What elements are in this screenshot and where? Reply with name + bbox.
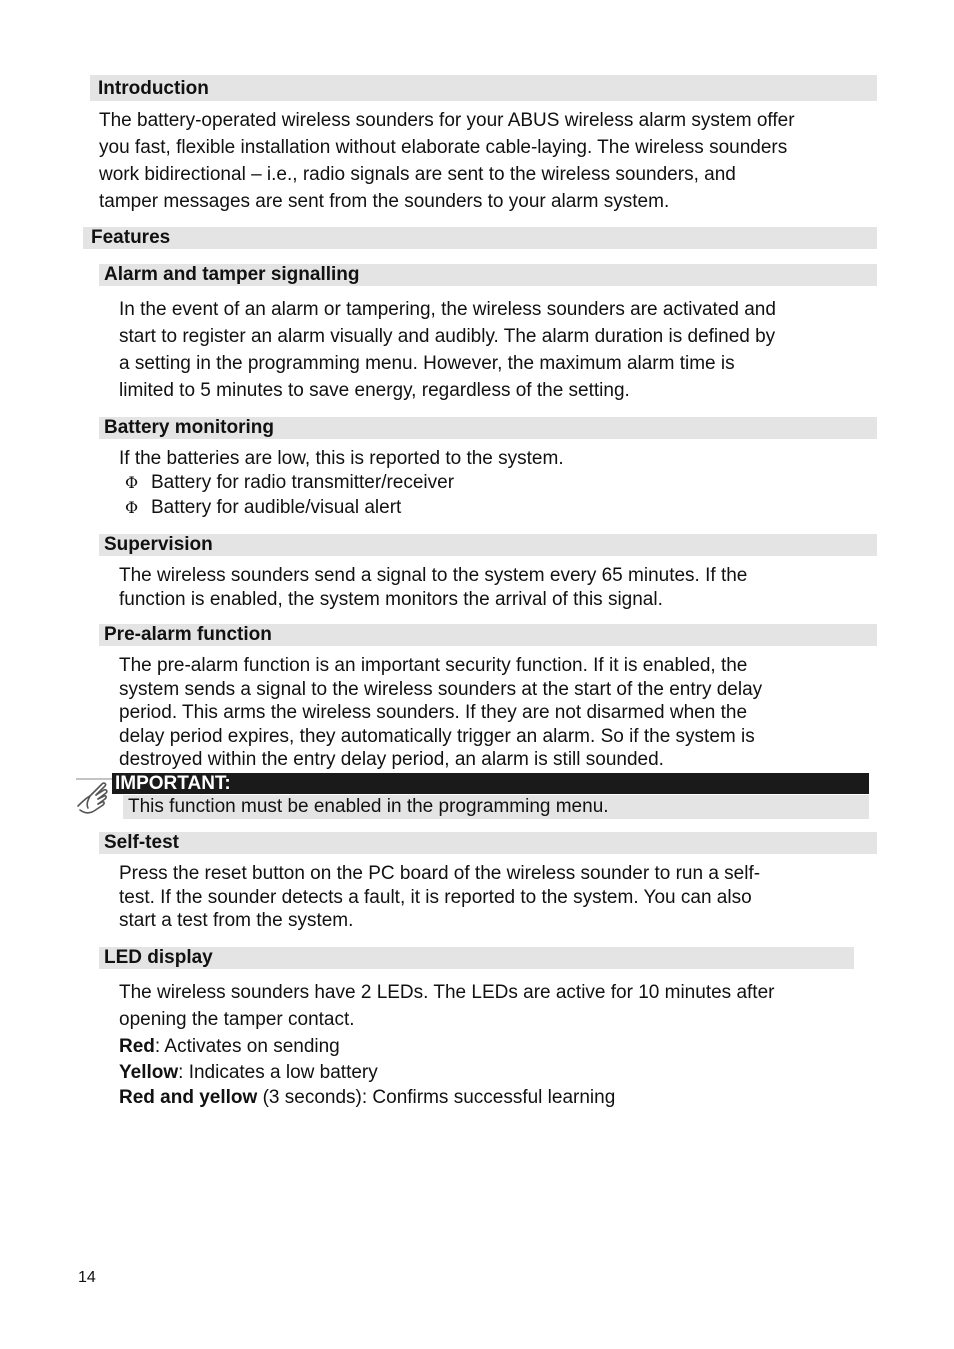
text-line: function is enabled, the system monitors the arrival of this signal. [119,589,663,610]
text-line: system sends a signal to the wireless sounders at the start of the entry delay [119,678,763,700]
text-line: If the batteries are low, this is reported to the system. [119,448,564,469]
supervision-paragraph [119,564,747,612]
selftest-paragraph [119,862,760,933]
list-item-text: Battery for radio transmitter/receiver [151,472,455,493]
subsection-heading-selftest: Self-test [99,832,877,854]
text-line: limited to 5 minutes to save energy, regardless of the setting. [119,380,630,401]
alarm-tamper-paragraph [119,296,776,404]
subsection-heading-supervision: Supervision [99,534,877,556]
led-items [119,1061,615,1110]
battery-intro [119,447,564,471]
bullet-symbol: Φ [125,473,139,492]
text-line: The wireless sounders send a signal to the system every 65 minutes. If the [119,565,748,586]
text-line: start to register an alarm visually and audibly. The alarm duration is defined by [119,326,776,347]
text-line: start a test from the system. [119,910,354,931]
led-paragraph [119,979,774,1060]
text-line: you fast, flexible installation without elaborate cable-laying. The wireless sounders [99,137,788,158]
text-line: The battery-operated wireless sounders for your ABUS wireless alarm system offer [99,110,795,131]
led-item-yellow [119,1061,615,1086]
text-line: Press the reset button on the PC board of the wireless sounder to run a self- [119,863,761,884]
subsection-heading-led: LED display [99,947,854,969]
text-line: The wireless sounders have 2 LEDs. The LEDs are active for 10 minutes after [119,982,775,1003]
subsection-heading-battery: Battery monitoring [99,417,877,439]
introduction-paragraph [99,107,795,215]
text-line: a setting in the programming menu. However, the maximum alarm time is [119,353,735,374]
led-description: (3 seconds): Confirms successful learning [257,1086,616,1108]
text-line: opening the tamper contact. [119,1009,355,1030]
section-heading-features: Features [83,227,877,249]
text-line: The pre-alarm function is an important security function. If it is enabled, the [119,655,748,676]
text-line: destroyed within the entry delay period, an alarm is still sounded. [119,749,664,770]
led-label: Red and yellow [119,1086,258,1108]
text-line: delay period expires, they automatically trigger an alarm. So if the system is [119,725,755,747]
important-text: This function must be enabled in the programming menu. [123,795,869,819]
prealarm-paragraph [119,654,762,772]
led-label: Red [119,1036,155,1057]
list-item [125,471,454,495]
led-item-red [119,1033,774,1060]
text-line: tamper messages are sent from the sounders to your alarm system. [99,191,670,212]
led-item-red-yellow [119,1086,615,1111]
list-item [125,496,401,520]
text-line: test. If the sounder detects a fault, it is reported to the system. You can also [119,886,752,908]
text-line: In the event of an alarm or tampering, the wireless sounders are activated and [119,299,776,320]
text-line: period. This arms the wireless sounders. If they are not disarmed when the [119,702,748,723]
section-heading-introduction: Introduction [90,75,877,101]
text-line: work bidirectional – i.e., radio signals are sent to the wireless sounders, and [99,164,736,185]
bullet-symbol: Φ [125,498,139,517]
important-label: IMPORTANT: [112,773,869,794]
led-label: Yellow [119,1062,179,1083]
led-description: : Activates on sending [154,1036,340,1057]
led-description: : Indicates a low battery [178,1062,378,1083]
page-number: 14 [78,1269,96,1286]
subsection-heading-alarm-tamper: Alarm and tamper signalling [99,264,877,286]
pointing-hand-icon [74,776,114,818]
subsection-heading-prealarm: Pre-alarm function [99,624,877,646]
list-item-text: Battery for audible/visual alert [151,497,402,518]
